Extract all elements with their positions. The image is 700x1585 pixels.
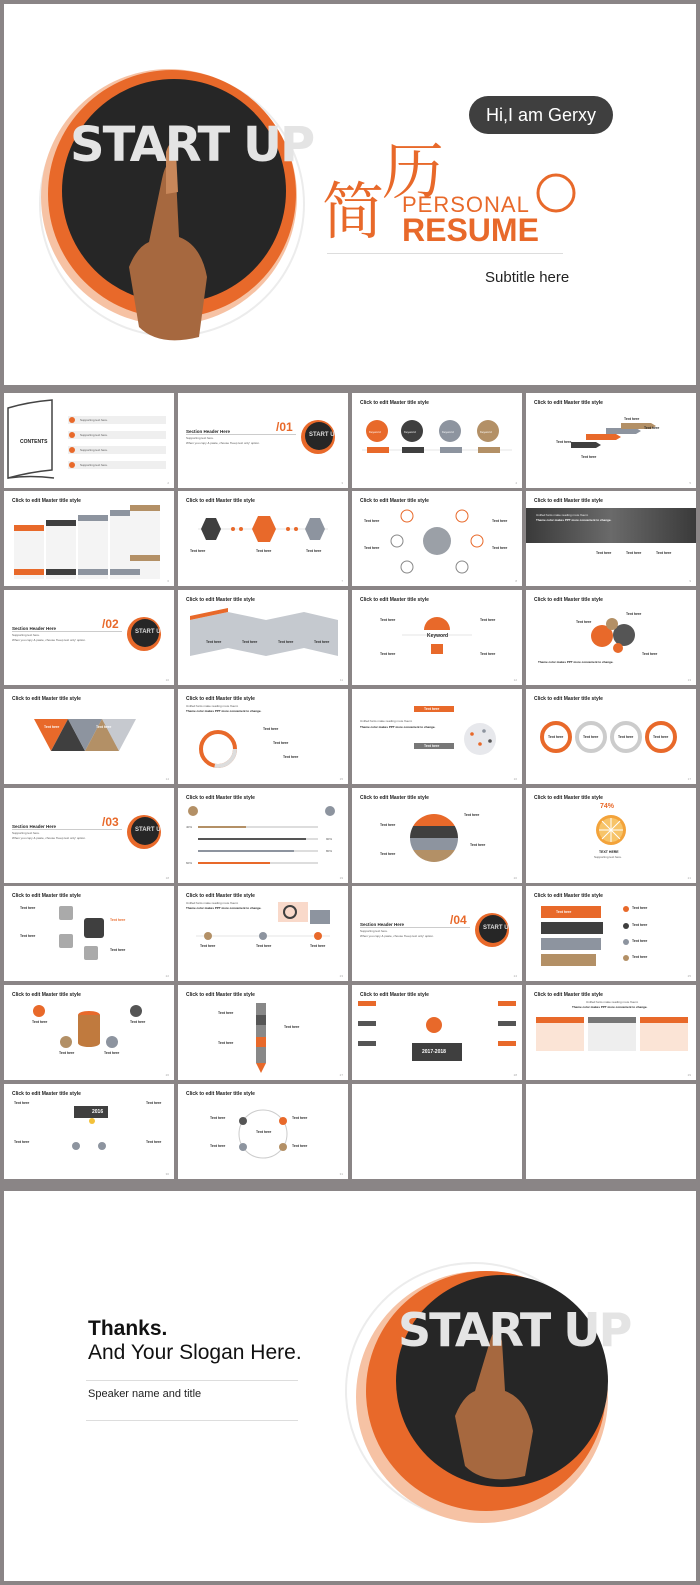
slide-title: Click to edit Master title style <box>12 1091 81 1097</box>
page-number: 29 <box>687 1073 691 1077</box>
contents-item: Supporting text here. <box>80 433 108 437</box>
slide-title: Click to edit Master title style <box>534 893 603 899</box>
slide-title: Click to edit Master title style <box>534 400 603 406</box>
section-number: /04 <box>450 913 467 927</box>
section-sub: Supporting text here. <box>12 831 40 835</box>
cover-divider <box>327 253 563 254</box>
text-label: Text here <box>218 1011 234 1015</box>
desk-graphic <box>352 985 522 1080</box>
thumb-progress-bars[interactable] <box>178 788 348 883</box>
thumb-arrow-steps[interactable] <box>526 393 696 488</box>
text-label: Text here <box>656 551 672 555</box>
page-number: 3 <box>341 481 343 485</box>
section-number: /02 <box>102 617 119 631</box>
text-label: Text here <box>20 934 36 938</box>
speaker-name: Speaker name and title <box>88 1388 202 1400</box>
keyword-label: Keyword <box>369 430 381 434</box>
slide-title: Click to edit Master title style <box>186 893 255 899</box>
cover-slide[interactable] <box>4 4 696 385</box>
page-number: 10 <box>165 678 169 682</box>
text-label: Text here <box>210 1116 226 1120</box>
thumb-contents[interactable] <box>4 393 174 488</box>
text-label: Text here <box>256 944 272 948</box>
slide-title: Click to edit Master title style <box>186 1091 255 1097</box>
thumb-photo-banner[interactable] <box>526 491 696 586</box>
section-number: /01 <box>276 420 293 434</box>
section-number: /03 <box>102 815 119 829</box>
slide-title: Click to edit Master title style <box>534 498 603 504</box>
text-label: Text here <box>626 551 642 555</box>
text-label: Text here <box>59 1051 75 1055</box>
text-label: Text here <box>424 707 440 711</box>
section-header: Section Header Here <box>12 824 57 829</box>
text-label: Text here <box>110 948 126 952</box>
text-label: Text here <box>306 549 322 553</box>
page-number: 17 <box>687 777 691 781</box>
text-label: Text here <box>380 652 396 656</box>
text-label: Text here <box>110 918 126 922</box>
thumb-empty <box>526 1084 696 1179</box>
svg-text:START U: START U <box>483 925 509 931</box>
text-label: Text here <box>492 519 508 523</box>
thanks-divider <box>86 1380 298 1381</box>
slide-title: Click to edit Master title style <box>12 696 81 702</box>
thumb-keyword-pins[interactable] <box>352 393 522 488</box>
section-header: Section Header Here <box>186 429 231 434</box>
text-label: Text here <box>32 1020 48 1024</box>
thumb-section-02[interactable] <box>4 590 174 685</box>
text-label: Text here <box>480 652 496 656</box>
thumb-section-01[interactable] <box>178 393 348 488</box>
thumb-orange-slice[interactable] <box>526 788 696 883</box>
text-label: Text here <box>618 735 634 739</box>
slide-title: Click to edit Master title style <box>12 498 81 504</box>
page-number: 4 <box>515 481 517 485</box>
contents-title: CONTENTS <box>20 439 48 445</box>
thumb-laptop[interactable] <box>178 886 348 981</box>
text-label: Text here <box>310 944 326 948</box>
page-number: 18 <box>165 876 169 880</box>
section-sub: Supporting text here. <box>360 929 388 933</box>
percent-label: 74% <box>600 803 615 810</box>
page-number: 14 <box>165 777 169 781</box>
page-number: 13 <box>687 678 691 682</box>
page-number: 24 <box>513 974 517 978</box>
pins-graphic <box>352 393 522 488</box>
thumb-staircase[interactable] <box>4 491 174 586</box>
text-label: Text here <box>283 755 299 759</box>
page-number: 19 <box>339 876 343 880</box>
sphere-graphic <box>352 788 522 883</box>
pencil-icon <box>178 985 348 1080</box>
slide-title: Click to edit Master title style <box>360 992 429 998</box>
section-photo <box>474 912 510 948</box>
thumb-folded-panels[interactable] <box>178 590 348 685</box>
text-label: Text here <box>200 944 216 948</box>
orange-icon <box>526 788 696 883</box>
slide-title: Click to edit Master title style <box>534 992 603 998</box>
staircase-graphic <box>4 491 174 586</box>
thanks-photo-text: START UP <box>398 1303 631 1357</box>
unified-text: Unified fonts make reading more fluent. <box>360 719 413 723</box>
section-photo <box>126 814 162 850</box>
text-label: Text here <box>263 727 279 731</box>
text-label: Text here <box>464 813 480 817</box>
text-label: Text here <box>480 618 496 622</box>
text-label: Text here <box>380 852 396 856</box>
page-number: 23 <box>339 974 343 978</box>
bar-percent: 80% <box>326 849 333 853</box>
slide-title: Click to edit Master title style <box>360 400 429 406</box>
slide-title: Click to edit Master title style <box>186 696 255 702</box>
text-label: Text here <box>292 1144 308 1148</box>
text-label: Text here <box>146 1101 162 1105</box>
text-label: Text here <box>583 735 599 739</box>
banner-text: Theme color makes PPT more convenient to change. <box>536 518 612 522</box>
thumb-donut[interactable] <box>178 689 348 784</box>
year-label: 2017-2018 <box>422 1049 446 1055</box>
theme-text: Theme color makes PPT more convenient to change. <box>538 660 614 664</box>
page-number: 7 <box>341 579 343 583</box>
page-number: 25 <box>687 974 691 978</box>
text-label: Text here <box>556 910 572 914</box>
thanks-divider <box>86 1420 298 1421</box>
text-label: Text here <box>576 620 592 624</box>
thumb-database[interactable] <box>4 985 174 1080</box>
page-number: 11 <box>339 678 343 682</box>
year-graphic <box>4 1084 174 1179</box>
contents-item: Supporting text here. <box>80 463 108 467</box>
unified-text: Unified fonts make reading more fluent. <box>186 704 239 708</box>
thumb-pencil[interactable] <box>178 985 348 1080</box>
head-graphic <box>526 886 696 981</box>
section-desc: When you copy & paste, choose 'Keep text only' option. <box>12 836 86 840</box>
cover-photo-text: START UP <box>70 117 314 173</box>
text-label: Text here <box>548 735 564 739</box>
thumb-section-03[interactable] <box>4 788 174 883</box>
thumb-network[interactable] <box>352 689 522 784</box>
text-label: Text here <box>626 612 642 616</box>
keyword-label: Keyword <box>427 633 449 639</box>
text-label: Text here <box>644 426 660 430</box>
donut-graphic <box>178 689 348 784</box>
theme-text: Theme color makes PPT more convenient to change. <box>186 709 262 713</box>
text-label: Text here <box>20 906 36 910</box>
thumb-desk-2017[interactable] <box>352 985 522 1080</box>
text-label: Text here <box>380 618 396 622</box>
cn-char-li: 历 <box>382 135 445 208</box>
text-label: Text here <box>14 1140 30 1144</box>
text-label: Text here <box>596 551 612 555</box>
thanks-slide[interactable] <box>4 1191 696 1581</box>
text-label: Text here <box>278 640 294 644</box>
page-number: 21 <box>687 876 691 880</box>
slide-title: Click to edit Master title style <box>360 795 429 801</box>
page-number: 20 <box>513 876 517 880</box>
slide-title: Click to edit Master title style <box>534 696 603 702</box>
text-label: Text here <box>424 744 440 748</box>
section-desc: When you copy & paste, choose 'Keep text only' option. <box>360 934 434 938</box>
page-number: 12 <box>513 678 517 682</box>
thumb-icon-grid[interactable] <box>4 886 174 981</box>
slide-title: Click to edit Master title style <box>186 992 255 998</box>
caption-sub: Supporting text here. <box>594 855 622 859</box>
contents-item: Supporting text here. <box>80 448 108 452</box>
section-header: Section Header Here <box>360 922 405 927</box>
bar-percent: 60% <box>186 861 193 865</box>
banner-text: Unified fonts make reading more fluent. <box>536 513 589 517</box>
text-label: Text here <box>292 1116 308 1120</box>
section-desc: When you copy & paste, choose 'Keep text only' option. <box>186 441 260 445</box>
thanks-graphic <box>4 1191 696 1581</box>
text-label: Text here <box>632 939 648 943</box>
bar-percent: 90% <box>326 837 333 841</box>
thanks-title: Thanks. <box>88 1317 168 1340</box>
unified-text: Unified fonts make reading more fluent. <box>186 901 239 905</box>
text-label: Text here <box>364 546 380 550</box>
theme-text: Theme color makes PPT more convenient to change. <box>572 1005 648 1009</box>
cn-char-jian: 简 <box>322 175 385 248</box>
svg-text:START U: START U <box>135 629 161 635</box>
page-number: 8 <box>515 579 517 583</box>
thumb-triangles[interactable] <box>4 689 174 784</box>
keyword-label: Keyword <box>404 430 416 434</box>
keyword-label: Keyword <box>442 430 454 434</box>
text-label: Text here <box>242 640 258 644</box>
thumb-empty <box>352 1084 522 1179</box>
thumb-head-profile[interactable] <box>526 886 696 981</box>
page-number: 5 <box>689 481 691 485</box>
text-label: Text here <box>44 725 60 729</box>
page-number: 28 <box>513 1073 517 1077</box>
section-sub: Supporting text here. <box>186 436 214 440</box>
database-graphic <box>4 985 174 1080</box>
text-label: Text here <box>256 549 272 553</box>
page-number: 26 <box>165 1073 169 1077</box>
section-header: Section Header Here <box>12 626 57 631</box>
text-label: Text here <box>380 823 396 827</box>
laptop-graphic <box>178 886 348 981</box>
page-number: 27 <box>339 1073 343 1077</box>
thanks-slogan: And Your Slogan Here. <box>88 1341 302 1364</box>
page-number: 15 <box>339 777 343 781</box>
slide-title: Click to edit Master title style <box>534 597 603 603</box>
thumb-sphere[interactable] <box>352 788 522 883</box>
unified-text: Unified fonts make reading more fluent. <box>586 1000 639 1004</box>
page-number: 9 <box>689 579 691 583</box>
slide-title: Click to edit Master title style <box>186 498 255 504</box>
year-label: 2016 <box>92 1109 104 1115</box>
text-label: Text here <box>642 652 658 656</box>
cover-subtitle: Subtitle here <box>485 269 570 286</box>
keyword-label: Keyword <box>480 430 492 434</box>
text-label: Text here <box>190 549 206 553</box>
section-photo <box>126 616 162 652</box>
panels-graphic <box>178 590 348 685</box>
page-number: 22 <box>165 974 169 978</box>
cover-title-line2: RESUME <box>402 212 539 248</box>
thumb-table[interactable] <box>526 985 696 1080</box>
slide-title: Click to edit Master title style <box>12 992 81 998</box>
text-label: Text here <box>96 725 112 729</box>
text-label: Text here <box>653 735 669 739</box>
svg-text:START U: START U <box>309 432 335 438</box>
contents-item: Supporting text here. <box>80 418 108 422</box>
thumb-year-2016[interactable] <box>4 1084 174 1179</box>
slide-title: Click to edit Master title style <box>360 597 429 603</box>
text-label: Text here <box>14 1101 30 1105</box>
globe-graphic <box>352 491 522 586</box>
bubbles-graphic <box>526 590 696 685</box>
caption-label: TEXT HERE <box>599 850 619 854</box>
theme-text: Theme color makes PPT more convenient to change. <box>186 906 262 910</box>
thumb-section-04[interactable] <box>352 886 522 981</box>
text-label: Text here <box>581 455 597 459</box>
thumb-globe[interactable] <box>352 491 522 586</box>
triangles-graphic <box>4 689 174 784</box>
text-label: Text here <box>314 640 330 644</box>
text-label: Text here <box>273 741 289 745</box>
bars-graphic <box>178 788 348 883</box>
greeting-badge: Hi,I am Gerxy <box>469 96 613 134</box>
text-label: Text here <box>130 1020 146 1024</box>
bar-percent: 40% <box>186 825 193 829</box>
thumb-hexagons[interactable] <box>178 491 348 586</box>
network-graphic <box>352 689 522 784</box>
table-graphic <box>526 985 696 1080</box>
text-label: Text here <box>284 1025 300 1029</box>
text-label: Text here <box>104 1051 120 1055</box>
hexagon-graphic <box>178 491 348 586</box>
page-number: 2 <box>167 481 169 485</box>
page-number: 31 <box>339 1172 343 1176</box>
text-label: Text here <box>364 519 380 523</box>
arrow-steps-graphic <box>526 393 696 488</box>
page-number: 6 <box>167 579 169 583</box>
text-label: Text here <box>470 843 486 847</box>
text-label: Text here <box>256 1130 272 1134</box>
text-label: Text here <box>146 1140 162 1144</box>
slide-title: Click to edit Master title style <box>186 795 255 801</box>
text-label: Text here <box>218 1041 234 1045</box>
text-label: Text here <box>492 546 508 550</box>
thumb-lightbulb[interactable] <box>352 590 522 685</box>
slide-title: Click to edit Master title style <box>534 795 603 801</box>
text-label: Text here <box>632 923 648 927</box>
section-photo <box>300 419 336 455</box>
thumb-bubbles[interactable] <box>526 590 696 685</box>
svg-text:START U: START U <box>135 827 161 833</box>
section-desc: When you copy & paste, choose 'Keep text only' option. <box>12 638 86 642</box>
slide-title: Click to edit Master title style <box>186 597 255 603</box>
theme-text: Theme color makes PPT more convenient to change. <box>360 725 436 729</box>
slide-title: Click to edit Master title style <box>12 893 81 899</box>
text-label: Text here <box>210 1144 226 1148</box>
cover-title-line1: PERSONAL <box>402 192 530 217</box>
page-number: 30 <box>165 1172 169 1176</box>
page-number: 16 <box>513 777 517 781</box>
text-label: Text here <box>624 417 640 421</box>
section-sub: Supporting text here. <box>12 633 40 637</box>
slide-title: Click to edit Master title style <box>360 498 429 504</box>
thumb-cycle[interactable] <box>178 1084 348 1179</box>
text-label: Text here <box>556 440 572 444</box>
ring-icon <box>532 169 580 217</box>
text-label: Text here <box>206 640 222 644</box>
text-label: Text here <box>632 955 648 959</box>
thumb-rings[interactable] <box>526 689 696 784</box>
text-label: Text here <box>632 906 648 910</box>
